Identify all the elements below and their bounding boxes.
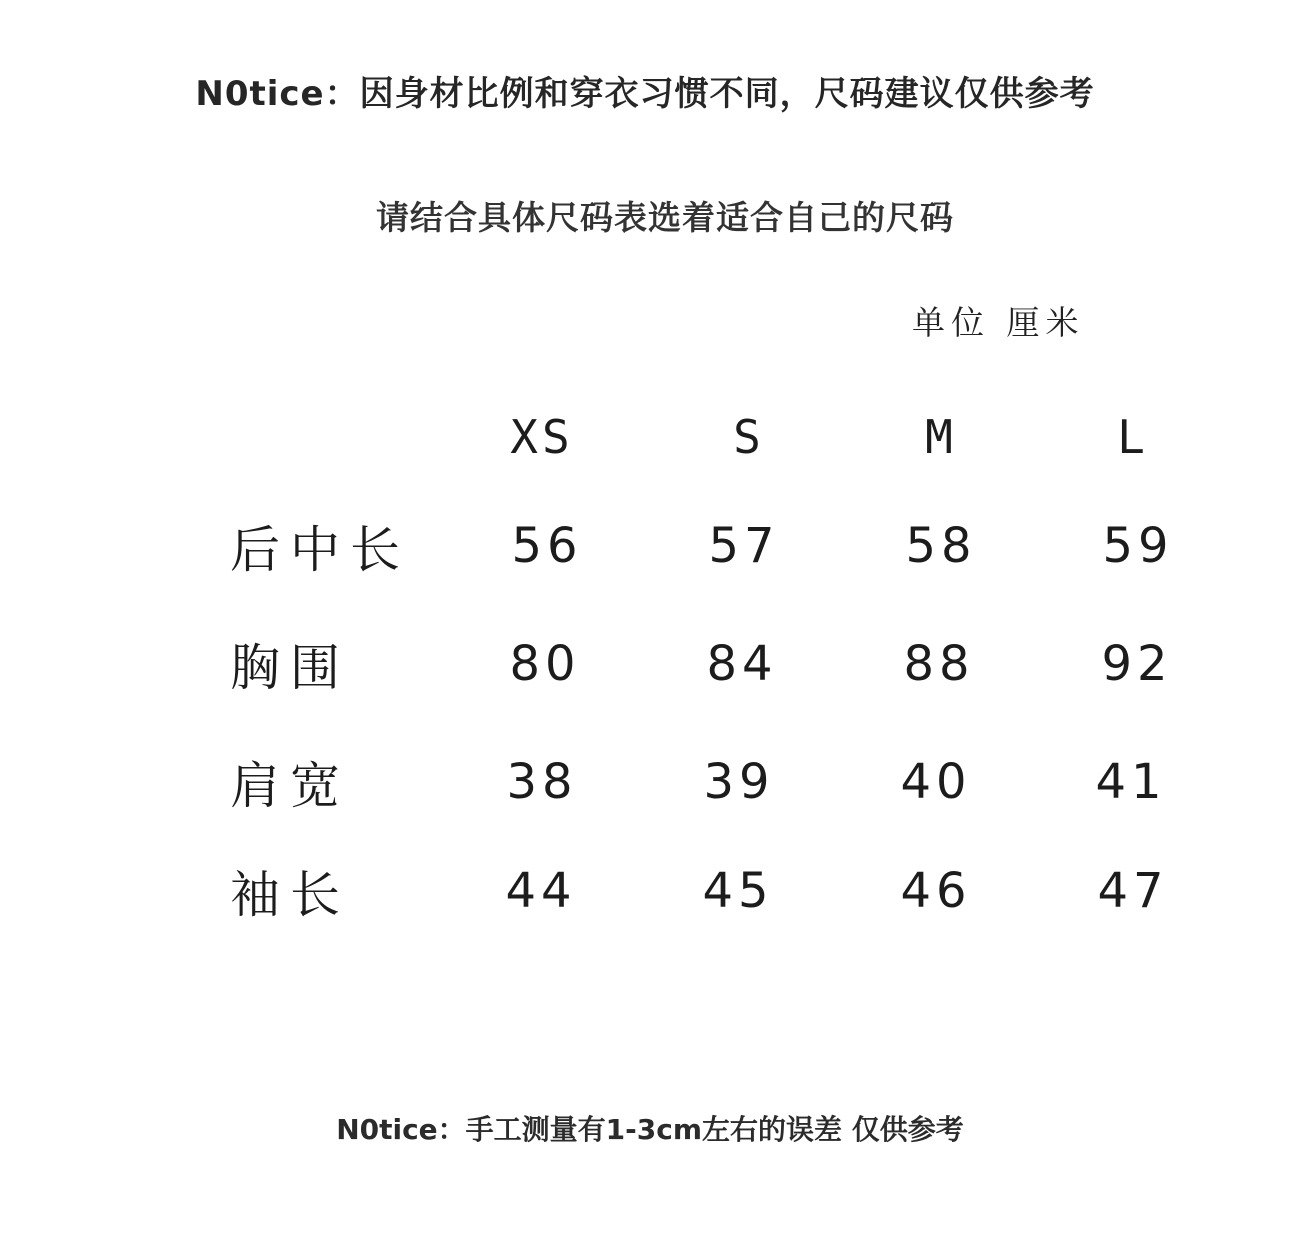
table-cell: 44 bbox=[505, 863, 577, 919]
notice-bottom: N0tice：手工测量有1-3cm左右的误差 仅供参考 bbox=[336, 1113, 964, 1146]
table-cell: 39 bbox=[703, 754, 775, 810]
table-cell: 58 bbox=[905, 518, 977, 574]
row-label-back-length: 后中长 bbox=[230, 521, 410, 579]
table-cell: 46 bbox=[900, 863, 972, 919]
table-cell: 57 bbox=[708, 518, 780, 574]
unit-label: 单位 厘米 bbox=[912, 303, 1085, 342]
row-label-sleeve: 袖长 bbox=[230, 866, 350, 924]
size-advice: 请结合具体尺码表选着适合自己的尺码 bbox=[376, 198, 954, 237]
size-header-m: M bbox=[925, 410, 957, 464]
notice-top: N0tice：因身材比例和穿衣习惯不同，尺码建议仅供参考 bbox=[195, 74, 1095, 114]
table-cell: 38 bbox=[506, 754, 578, 810]
table-cell: 59 bbox=[1102, 518, 1174, 574]
table-cell: 92 bbox=[1101, 636, 1173, 692]
table-cell: 80 bbox=[509, 636, 581, 692]
table-cell: 56 bbox=[511, 518, 583, 574]
table-cell: 41 bbox=[1095, 754, 1167, 810]
size-header-xs: XS bbox=[510, 410, 574, 464]
size-header-l: L bbox=[1117, 410, 1149, 464]
table-cell: 84 bbox=[706, 636, 778, 692]
table-cell: 45 bbox=[702, 863, 774, 919]
table-cell: 40 bbox=[900, 754, 972, 810]
table-cell: 88 bbox=[903, 636, 975, 692]
row-label-chest: 胸围 bbox=[230, 639, 350, 697]
table-cell: 47 bbox=[1097, 863, 1169, 919]
size-header-s: S bbox=[733, 410, 765, 464]
row-label-shoulder: 肩宽 bbox=[230, 757, 350, 815]
